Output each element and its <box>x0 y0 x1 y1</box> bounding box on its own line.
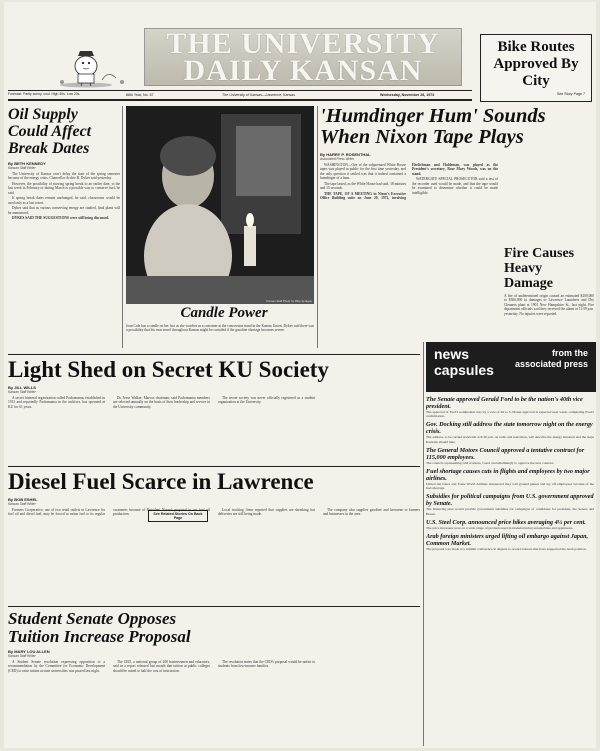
article-diesel-fuel <box>8 470 420 600</box>
capsule-item: Arab foreign ministers urged lifting oil embargo against Japan, Common Market. The proposal was made at a summit conference in Algiers to reward nations that have supported the Arab position. <box>426 533 589 552</box>
candle-photo-illustration <box>126 106 314 304</box>
news-capsules-source: from the associated press <box>514 348 588 369</box>
oil-byline: By BETH KENNEDY <box>8 161 46 166</box>
capsule-item: Gov. Docking still address the state tomorrow night on the energy crisis. The address, to be carried statewide at 6:30 p.m. on radio and television, will describe the energy situation and the steps Kansans should take. <box>426 421 594 444</box>
hum-body: WASHINGTON—One of the subpoenaed White House tapes was played in public for the first time yesterday, and the only question it settled was that it indeed contained a humdinger of a hum. The tape lasted, as the White House had said, 18 minutes and 15 seconds. THE TAPE, OF A MEETING in Nixon's Executive Office Building suite on June 20, 1972, involving Ehrlichman and Haldeman, was played as the President's secretary, Rose Mary Woods, was on the stand. WATERGATE SPECIAL PROSECUTOR said a test of the recorder used would be made, and that the tape would be examined to determine whether it could be made intelligible. <box>320 163 498 201</box>
masthead <box>4 2 474 97</box>
hum-byline: By HARRY P. ROSENTHAL <box>320 152 371 157</box>
weather-forecast: Forecast: Partly sunny, cool. High 40s. Low 20s. <box>8 92 81 96</box>
diesel-byline: By BOB ESHEL <box>8 497 38 502</box>
candle-power-caption: Joan Cole has a candle on her fact as she watches as a customer at the concession stand in the Kansas Union. Dykes said there was a possibility that his own travel throughout Kansas might be curtailed if the gasoline shortage becomes severe. <box>126 324 314 333</box>
volume-number: 86th Year, No. 67 <box>126 93 154 97</box>
masthead-title: THE UNIVERSITY DAILY KANSAN <box>166 27 440 87</box>
tuition-byline-role: Kansan Staff Writer <box>8 654 36 658</box>
article-tuition <box>8 610 420 746</box>
capsule-item: Subsidies for political campaigns from U.S. government approved by Senate. The financing plan would provide government subsidies for campaigns of candidates for president, the Senate and House. <box>426 493 594 516</box>
news-capsules-title: news capsules <box>434 346 494 378</box>
photo-candle-power <box>126 106 314 304</box>
candle-power-headline: Candle Power <box>180 305 268 321</box>
fire-headline: Fire Causes Heavy Damage <box>504 246 575 291</box>
tuition-byline: By MARY LOU ALLEN <box>8 649 50 654</box>
diesel-related-box[interactable]: See Related Stories On Back Page <box>148 510 208 522</box>
news-capsules-column <box>426 396 594 746</box>
diesel-byline-role: Kansan Staff Writer <box>8 502 36 506</box>
teaser-headline: Bike Routes Approved By City <box>493 39 579 89</box>
fire-body: A fire of undetermined origin caused an estimated $200,000 to $300,000 in damages to Lawrence Laundrers and Dry Cleaners plant at 1901 New Hampshire St., last night. Fire department officials said they received the alarm at 11:59 p.m. yesterday. No injuries were reported. <box>504 294 594 316</box>
capsule-item: U.S. Steel Corp. announced price hikes averaging 4½ per cent. The price increases were on a wide range of products used in manufacturing automobiles and appliances. <box>426 518 586 530</box>
secret-body: A secret fraternal organization called Pachamama, established in 1913 and reportedly Pachamama in the archives, has operated at KU for 61 years. Dr. Jesse Walker, Marcos chairman, said Pachamama members are selected annually on the basis of their leadership and service in the University community. The secret society was never officially registered as a student organization at the University. <box>8 396 315 409</box>
tuition-headline: Student Senate Opposes Tuition Increase Proposal <box>8 609 191 646</box>
diesel-body: Farmers Cooperative, one of two retail outlets in Lawrence for fuel oil and diesel fuel, may be forced to ration fuel to its regular customers because of President Nixon's proposal to cut fuel oil production. Local trucking firms reported that supplies are shrinking but deliveries are still being made. The company also supplies gasoline and kerosene to farmers and businesses in the area. <box>8 508 420 517</box>
article-secret-society <box>8 358 420 462</box>
tuition-body: A Student Senate resolution expressing opposition to a recommendation by the Committee for Economic Development (CED) to raise tuition at state universities was passed last night. The CED, a national group of 200 businessmen and educators, said in a report released last month that tuition at public colleges should be raised to half the cost of instruction. The resolution states that the CED's proposal would be unfair to students from low-income families. <box>8 660 315 673</box>
bike-routes-teaser[interactable] <box>480 34 592 102</box>
secret-byline-role: Kansan Staff Writer <box>8 390 36 394</box>
hum-byline-role: Associated Press Writer <box>320 157 355 161</box>
secret-byline: By JILL WILLS <box>8 385 36 390</box>
capsule-item: The General Motors Council approved a tentative contract for 115,000 employees. The council, representing GM workers, voted overwhelmingly to approve the new contract. <box>426 446 585 465</box>
article-oil-supply <box>8 106 120 348</box>
article-fire-damage <box>504 246 594 342</box>
news-capsules-banner <box>426 342 596 392</box>
capsule-item: Fuel shortage causes cuts in flights and employees by two major airlines. United Air Lines and Trans World Airlines announced they will ground planes and lay off employees because of the fuel shortage. <box>426 468 594 491</box>
diesel-headline: Diesel Fuel Scarce in Lawrence <box>8 469 314 494</box>
oil-headline: Oil Supply Could Affect Break Dates <box>8 106 92 157</box>
issue-date: Wednesday, November 28, 1973 <box>380 93 435 97</box>
oil-body: The University of Kansas won't delay the start of the spring semester because of the energy crisis, Chancellor Archie R. Dykes said yesterday. However, the possibility of moving spring break to an earlier date, to the last week in February or during March is a possible way to conserve fuel, he said. If spring break dates remain unchanged, he said, classrooms would be used only as a last resort. Dykes said that as various conserving energy are studied, final plans will be announced. DYKES SAID THE SUGGESTIONS were still being discussed. <box>8 172 120 221</box>
newspaper-front-page <box>4 2 596 748</box>
hum-headline: 'Humdinger Hum' Sounds When Nixon Tape Plays <box>320 105 546 148</box>
secret-headline: Light Shed on Secret KU Society <box>8 357 329 382</box>
jayhawk-weather-cartoon <box>56 44 134 88</box>
publisher-line: The University of Kansas—Lawrence, Kansas <box>222 93 296 97</box>
teaser-page-ref: See Story Page 7 <box>556 92 585 96</box>
oil-byline-role: Kansan Staff Writer <box>8 166 36 170</box>
photo-credit: Kansan Staff Photo by Mike Sprague <box>266 299 312 303</box>
capsule-item: The Senate approved Gerald Ford to be the nation's 40th vice president. The approval of Ford's nomination was by a vote of 92 to 3. House approval is expected next week, completing Ford's confirmation. <box>426 396 594 419</box>
